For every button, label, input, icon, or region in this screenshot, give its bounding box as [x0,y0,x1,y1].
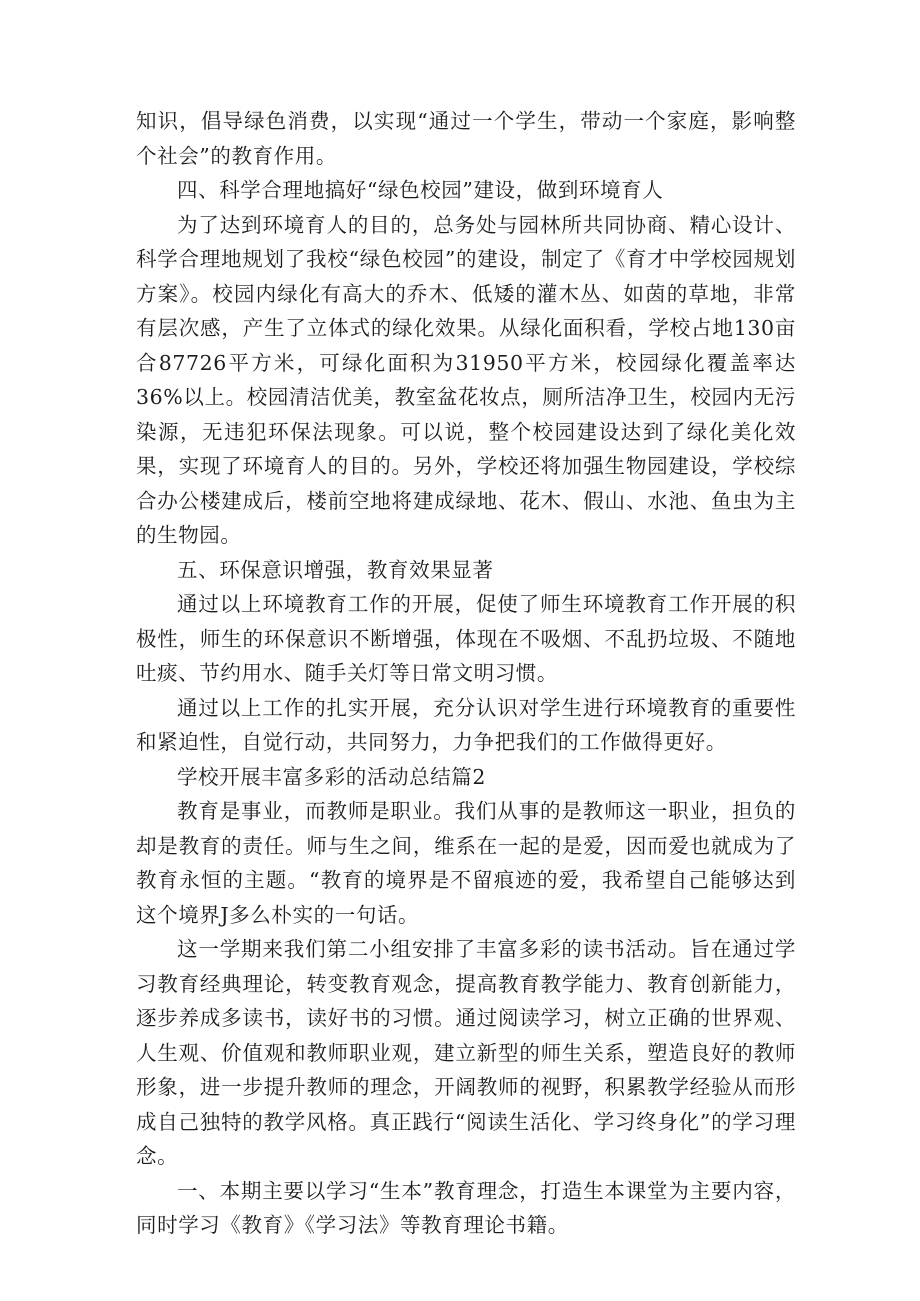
paragraph: 为了达到环境育人的目的，总务处与园林所共同协商、精心设计、科学合理地规划了我校“绿色校园”的建设，制定了《育才中学校园规划方案》。校园内绿化有高大的乔木、低矮的灌木丛、如茵的草地，非常有层次感，产生了立体式的绿化效果。从绿化面积看，学校占地130亩合87726平方米，可绿化面积为31950平方米，校园绿化覆盖率达36%以上。校园清洁优美，教室盆花妆点，厕所洁净卫生，校园内无污染源，无违犯环保法现象。可以说，整个校园建设达到了绿化美化效果，实现了环境育人的目的。另外，学校还将加强生物园建设，学校综合办公楼建成后，楼前空地将建成绿地、花木、假山、水池、鱼虫为主的生物园。 [136,212,796,547]
paragraph: 这一学期来我们第二小组安排了丰富多彩的读书活动。旨在通过学习教育经典理论，转变教育观念，提高教育教学能力、教育创新能力，逐步养成多读书，读好书的习惯。通过阅读学习，树立正确的世界观、人生观、价值观和教师职业观，建立新型的师生关系，塑造良好的教师形象，进一步提升教师的理念，开阔教师的视野，积累教学经验从而形成自己独特的教学风格。真正践行“阅读生活化、学习终身化”的学习理念。 [136,937,796,1168]
document-body [136,104,796,1243]
paragraph: 教育是事业，而教师是职业。我们从事的是教师这一职业，担负的却是教育的责任。师与生之间，维系在一起的是爱，因而爱也就成为了教育永恒的主题。“教育的境界是不留痕迹的爱，我希望自己能够达到这个境界J多么朴实的一句话。 [136,799,796,927]
article-title: 学校开展丰富多彩的活动总结篇2 [177,764,487,789]
section-heading-1: 一、本期主要以学习“生本”教育理念，打造生本课堂为主要内容，同时学习《教育》《学习法》等教育理论书籍。 [136,1178,796,1237]
paragraph: 通过以上环境教育工作的开展，促使了师生环境教育工作开展的积极性，师生的环保意识不断增强，体现在不吸烟、不乱扔垃圾、不随地吐痰、节约用水、随手关灯等日常文明习惯。 [136,592,796,685]
paragraph-continuation: 知识，倡导绿色消费，以实现“通过一个学生，带动一个家庭，影响整个社会”的教育作用。 [136,109,796,168]
section-heading-5: 五、环保意识增强，教育效果显著 [177,557,494,582]
paragraph: 通过以上工作的扎实开展，充分认识对学生进行环境教育的重要性和紧迫性，自觉行动，共同努力，力争把我们的工作做得更好。 [136,695,796,754]
section-heading-4: 四、科学合理地搞好“绿色校园”建设，做到环境育人 [177,178,664,202]
